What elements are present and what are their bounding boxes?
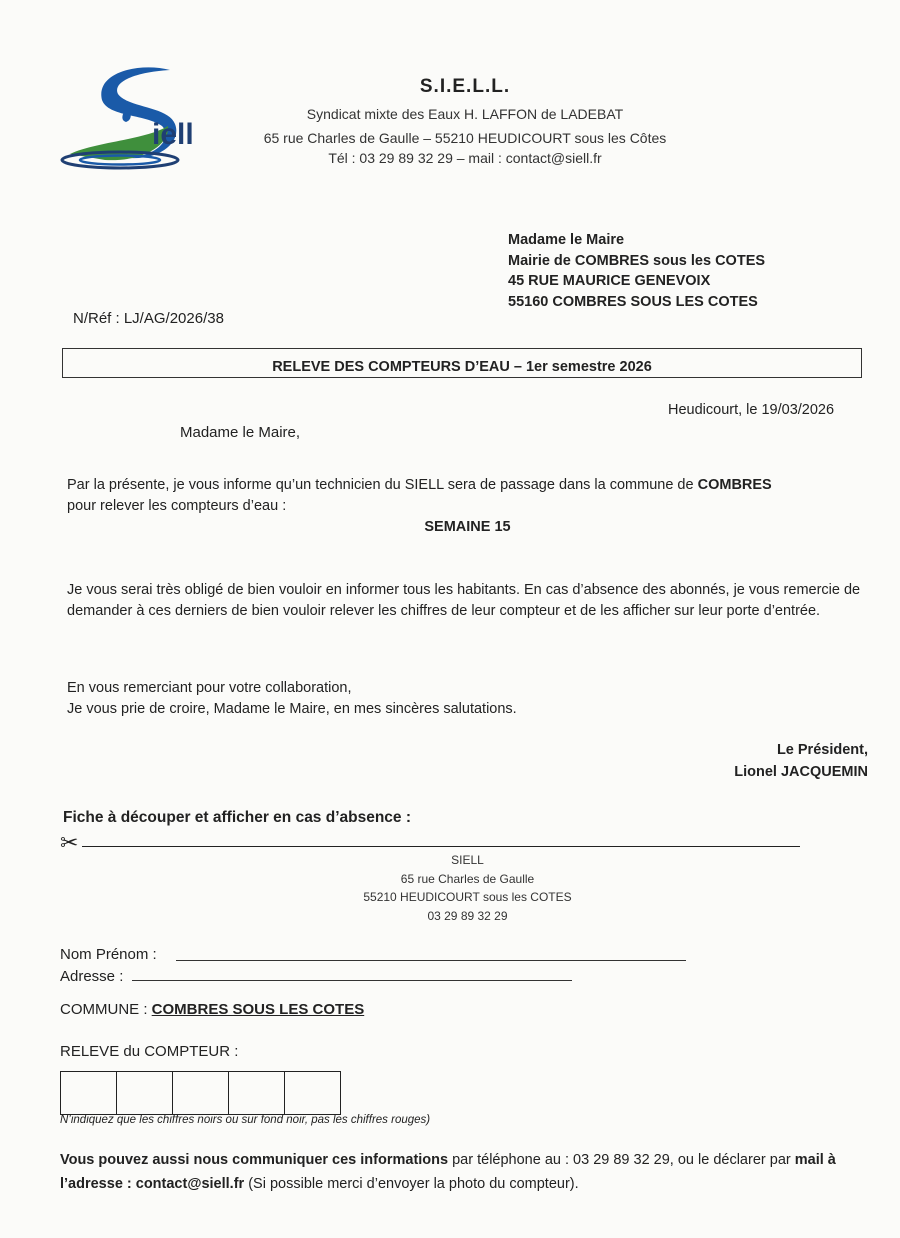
meter-label: RELEVE du COMPTEUR :	[60, 1043, 239, 1060]
footer-bold-2: mail à l’adresse : contact@siell.fr	[60, 1152, 836, 1192]
paragraph-3	[67, 678, 867, 720]
week-number: SEMAINE 15	[424, 519, 511, 535]
footer-regular-1: par téléphone au : 03 29 89 32 29, ou le déclarer par	[448, 1152, 795, 1168]
address-label: Adresse :	[60, 968, 124, 985]
name-fill-line[interactable]	[176, 960, 686, 961]
reference: N/Réf : LJ/AG/2026/38	[73, 310, 224, 327]
meter-digit-box[interactable]	[117, 1072, 173, 1114]
recipient-address	[508, 230, 765, 312]
paragraph-3-line-2: Je vous prie de croire, Madame le Maire, en mes sincères salutations.	[67, 701, 517, 717]
paragraph-1-end: pour relever les compteurs d’eau :	[67, 498, 287, 514]
cutout-address-line-4: 03 29 89 32 29	[427, 908, 508, 923]
subject-box	[62, 348, 862, 378]
logo-text: iell	[152, 118, 194, 151]
commune-label: COMMUNE :	[60, 1001, 152, 1018]
org-address: 65 rue Charles de Gaulle – 55210 HEUDICOURT sous les Côtes	[263, 130, 667, 146]
cutout-title: Fiche à découper et afficher en cas d’absence :	[63, 809, 412, 826]
paragraph-3-line-1: En vous remerciant pour votre collaboration,	[67, 680, 352, 696]
cutout-address-line-3: 55210 HEUDICOURT sous les COTES	[363, 890, 572, 904]
signature-block	[734, 739, 868, 783]
footer-bold-1: Vous pouvez aussi nous communiquer ces informations	[60, 1152, 449, 1168]
paragraph-2: Je vous serai très obligé de bien vouloir en informer tous les habitants. En cas d’absence des abonnés, je vous remercie de demander à ces derniers de bien vouloir relever les chiffres de leur compteur et de les afficher sur leur porte d’entrée.	[67, 582, 861, 619]
footer-contact-text	[60, 1148, 880, 1196]
recipient-line-4: 55160 COMBRES SOUS LES COTES	[508, 293, 758, 310]
meter-digit-boxes	[60, 1071, 341, 1115]
footer-regular-2: (Si possible merci d’envoyer la photo du compteur).	[244, 1176, 579, 1192]
signature-name: Lionel JACQUEMIN	[734, 764, 868, 780]
cutout-address-block	[0, 851, 900, 925]
letter-date: Heudicourt, le 19/03/2026	[668, 402, 835, 418]
meter-digit-box[interactable]	[285, 1072, 340, 1114]
subject-text: RELEVE DES COMPTEURS D’EAU – 1er semestre 2026	[272, 359, 652, 375]
recipient-line-2: Mairie de COMBRES sous les COTES	[508, 252, 766, 269]
salutation: Madame le Maire,	[180, 424, 301, 441]
cutout-address-line-1: SIELL	[451, 853, 484, 867]
commune-field	[60, 1001, 364, 1018]
address-fill-line[interactable]	[132, 980, 572, 981]
scissors-icon: ✂	[60, 830, 79, 855]
cutout-address-line-2: 65 rue Charles de Gaulle	[400, 871, 535, 886]
meter-digit-box[interactable]	[229, 1072, 285, 1114]
meter-digit-box[interactable]	[173, 1072, 229, 1114]
commune-name: COMBRES	[697, 477, 772, 493]
name-label: Nom Prénom :	[60, 946, 157, 963]
org-subtitle: Syndicat mixte des Eaux H. LAFFON de LADEBAT	[306, 106, 624, 122]
cut-line	[82, 846, 800, 847]
signature-title: Le Président,	[776, 742, 868, 758]
meter-note: N’indiquez que les chiffres noirs ou sur fond noir, pas les chiffres rouges)	[60, 1114, 431, 1126]
paragraph-1	[67, 475, 867, 517]
org-contact: Tél : 03 29 89 32 29 – mail : contact@siell.fr	[328, 150, 602, 166]
meter-digit-box[interactable]	[61, 1072, 117, 1114]
recipient-line-3: 45 RUE MAURICE GENEVOIX	[508, 273, 711, 289]
org-title: S.I.E.L.L.	[419, 76, 511, 97]
commune-value: COMBRES SOUS LES COTES	[151, 1001, 365, 1018]
recipient-line-1: Madame le Maire	[508, 232, 625, 248]
paragraph-1-text: Par la présente, je vous informe qu’un technicien du SIELL sera de passage dans la commune de	[67, 477, 698, 493]
